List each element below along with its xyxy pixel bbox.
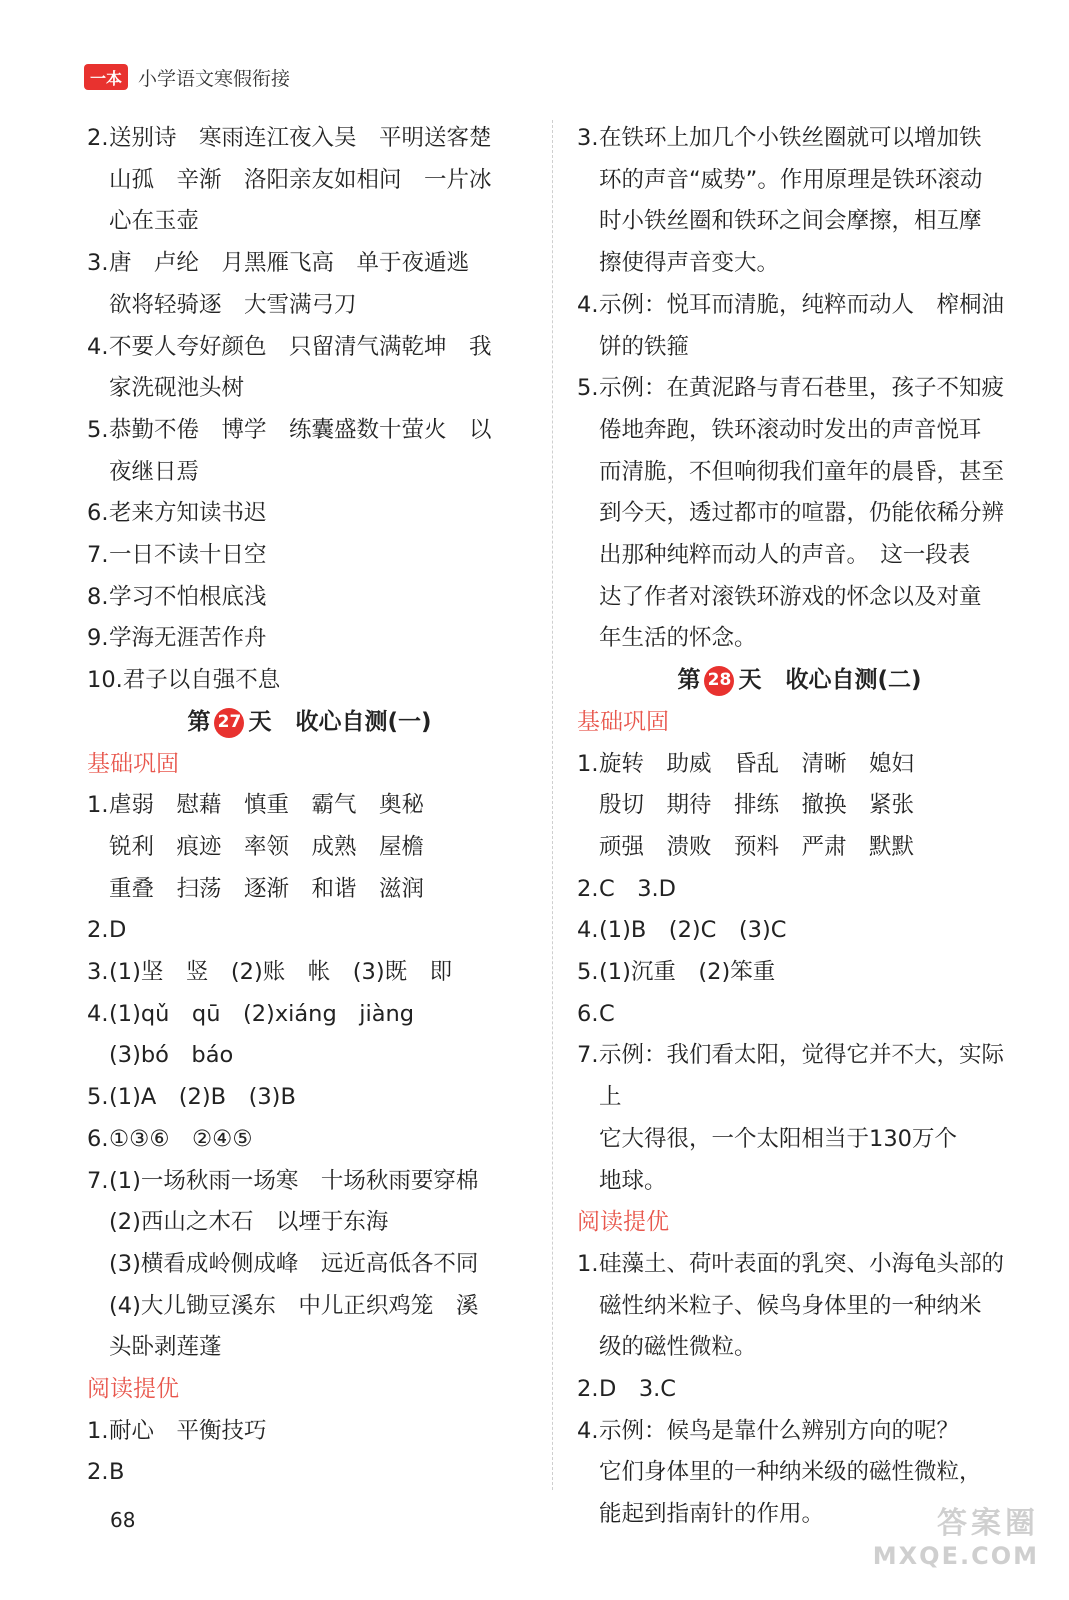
answer-number: 6. bbox=[87, 1125, 109, 1152]
day-number-badge: 27 bbox=[214, 708, 244, 738]
answer-number: 1. bbox=[87, 1417, 109, 1444]
answer-item bbox=[577, 744, 1022, 786]
day-prefix: 第 bbox=[677, 667, 701, 694]
day-suffix: 天 bbox=[738, 667, 762, 694]
answer-text: (1)A (2)B (3)B bbox=[109, 1084, 296, 1111]
watermark-line-1: 答案圈 bbox=[937, 1506, 1039, 1541]
answer-item bbox=[577, 869, 1022, 911]
answer-item bbox=[87, 327, 532, 369]
answer-continuation: 它大得很，一个太阳相当于130万个 bbox=[599, 1125, 957, 1152]
answer-number: 2. bbox=[87, 1459, 109, 1486]
answer-number: 4. bbox=[577, 917, 599, 944]
answer-text: 虐弱 慰藉 慎重 霸气 奥秘 bbox=[109, 792, 425, 819]
answer-number: 5. bbox=[87, 1084, 109, 1111]
answer-continuation: 到今天，透过都市的喧嚣，仍能依稀分辨 bbox=[599, 500, 1005, 527]
answer-continuation: 磁性纳米粒子、候鸟身体里的一种纳米 bbox=[599, 1292, 982, 1319]
page-number: 68 bbox=[110, 1508, 136, 1532]
answer-number: 2. bbox=[577, 875, 599, 902]
answer-text: 学习不怕根底浅 bbox=[109, 583, 267, 610]
answer-number: 3. bbox=[87, 959, 109, 986]
day-number-badge: 28 bbox=[704, 666, 734, 696]
answer-continuation: 擦使得声音变大。 bbox=[599, 250, 780, 277]
answer-text: 旋转 助威 昏乱 清晰 媳妇 bbox=[599, 750, 915, 777]
answer-item bbox=[87, 1161, 532, 1203]
answer-item bbox=[87, 618, 532, 660]
answer-number: 3. bbox=[577, 125, 599, 151]
watermark-line-2: MXQE.COM bbox=[872, 1542, 1039, 1570]
answer-continuation: 它们身体里的一种纳米级的磁性微粒， bbox=[599, 1459, 982, 1486]
day-suffix: 天 bbox=[248, 708, 272, 735]
answer-continuation: (3)bó báo bbox=[109, 1042, 234, 1069]
answer-text: 示例：悦耳而清脆，纯粹而动人 榨桐油 bbox=[599, 291, 1005, 318]
answer-item bbox=[87, 118, 532, 160]
answer-text: B bbox=[109, 1459, 125, 1486]
answer-continuation: 环的声音“威势”。作用原理是铁环滚动 bbox=[599, 166, 983, 193]
answer-item bbox=[577, 952, 1022, 994]
answer-continuation: 顽强 溃败 预料 严肃 默默 bbox=[599, 833, 915, 860]
answer-continuation: 出那种纯粹而动人的声音。 这一段表 bbox=[599, 542, 971, 569]
answer-continuation: 重叠 扫荡 逐渐 和谐 滋润 bbox=[109, 875, 425, 902]
answer-continuation: 地球。 bbox=[599, 1167, 667, 1194]
answer-item bbox=[87, 1411, 532, 1453]
answer-item bbox=[87, 910, 532, 952]
answer-text: 恭勤不倦 博学 练囊盛数十萤火 以 bbox=[109, 416, 492, 443]
section-heading-reading: 阅读提优 bbox=[577, 1209, 669, 1236]
answer-list bbox=[577, 744, 1022, 1203]
answer-item bbox=[87, 660, 532, 702]
answer-continuation: 夜继日焉 bbox=[109, 458, 200, 485]
right-column bbox=[577, 118, 1022, 1536]
answer-text: 一日不读十日空 bbox=[109, 542, 267, 569]
answer-item bbox=[87, 1119, 532, 1161]
answer-number: 6. bbox=[577, 1000, 599, 1027]
book-title: 小学语文寒假衔接 bbox=[138, 67, 291, 90]
answer-item bbox=[87, 785, 532, 827]
answer-text: 学海无涯苦作舟 bbox=[109, 625, 267, 652]
answer-number: 10. bbox=[87, 667, 123, 694]
answer-item bbox=[577, 118, 1022, 160]
answer-continuation: 头卧剥莲蓬 bbox=[109, 1334, 222, 1361]
answer-text: ①③⑥ ②④⑤ bbox=[109, 1125, 253, 1152]
answer-text: 在铁环上加几个小铁丝圈就可以增加铁 bbox=[599, 125, 982, 151]
page-header bbox=[84, 62, 290, 92]
answer-number: 7. bbox=[87, 542, 109, 569]
answer-item bbox=[577, 1035, 1022, 1118]
answer-number: 3. bbox=[87, 250, 109, 277]
answer-continuation: 山孤 辛渐 洛阳亲友如相问 一片冰 bbox=[109, 166, 492, 193]
day-heading bbox=[87, 702, 532, 744]
answer-text: 示例：候鸟是靠什么辨别方向的呢？ bbox=[599, 1417, 960, 1444]
answer-item bbox=[577, 1411, 1022, 1453]
answer-continuation: 心在玉壶 bbox=[109, 208, 200, 235]
answer-continuation: 而清脆，不但响彻我们童年的晨昏，甚至 bbox=[599, 458, 1005, 485]
answer-text: D bbox=[109, 917, 127, 944]
answer-number: 4. bbox=[577, 291, 599, 318]
watermark bbox=[873, 1498, 1039, 1570]
answer-number: 2. bbox=[87, 917, 109, 944]
answer-continuation: 级的磁性微粒。 bbox=[599, 1334, 757, 1361]
day-title: 收心自测(二) bbox=[785, 667, 922, 694]
answer-text: C bbox=[599, 1000, 615, 1027]
answer-text: (1)qǔ qū (2)xiáng jiàng bbox=[109, 1000, 415, 1027]
answer-continuation: 殷切 期待 排练 撤换 紧张 bbox=[599, 792, 915, 819]
answer-list bbox=[577, 118, 1022, 660]
answer-text: 硅藻土、荷叶表面的乳突、小海龟头部的 bbox=[599, 1250, 1005, 1277]
answer-continuation: 饼的铁箍 bbox=[599, 333, 690, 360]
answer-item bbox=[577, 994, 1022, 1036]
day-title: 收心自测(一) bbox=[295, 708, 432, 735]
answer-text: 耐心 平衡技巧 bbox=[109, 1417, 267, 1444]
answer-text: 示例：在黄泥路与青石巷里，孩子不知疲 bbox=[599, 375, 1005, 402]
answer-number: 8. bbox=[87, 583, 109, 610]
answer-item bbox=[577, 285, 1022, 327]
column-divider bbox=[552, 120, 553, 1490]
answer-continuation: 能起到指南针的作用。 bbox=[599, 1501, 825, 1528]
answer-number: 1. bbox=[577, 1250, 599, 1277]
answer-continuation: (2)西山之木石 以堙于东海 bbox=[109, 1209, 389, 1236]
answer-text: 送别诗 寒雨连江夜入吴 平明送客楚 bbox=[109, 125, 492, 151]
answer-item bbox=[87, 1077, 532, 1119]
answer-number: 4. bbox=[87, 333, 109, 360]
answer-number: 7. bbox=[577, 1042, 599, 1069]
answer-number: 1. bbox=[577, 750, 599, 777]
answer-item bbox=[87, 952, 532, 994]
answer-text: 示例：我们看太阳，觉得它并不大，实际上 bbox=[599, 1042, 1005, 1111]
answer-number: 4. bbox=[87, 1000, 109, 1027]
answer-number: 9. bbox=[87, 625, 109, 652]
answer-list bbox=[87, 785, 532, 1369]
section-heading-basic: 基础巩固 bbox=[577, 708, 669, 735]
answer-continuation: 时小铁丝圈和铁环之间会摩擦，相互摩 bbox=[599, 208, 982, 235]
answer-item bbox=[87, 535, 532, 577]
answer-continuation: (4)大儿锄豆溪东 中儿正织鸡笼 溪 bbox=[109, 1292, 479, 1319]
answer-item bbox=[577, 1369, 1022, 1411]
brand-logo: 一本 bbox=[84, 64, 128, 90]
answer-number: 5. bbox=[577, 959, 599, 986]
day-prefix: 第 bbox=[187, 708, 211, 735]
answer-continuation: (3)横看成岭侧成峰 远近高低各不同 bbox=[109, 1250, 479, 1277]
answer-list bbox=[577, 1244, 1022, 1536]
answer-item bbox=[87, 577, 532, 619]
answer-text: C 3.D bbox=[599, 875, 677, 902]
answer-continuation: 家洗砚池头树 bbox=[109, 375, 245, 402]
answer-text: D 3.C bbox=[599, 1376, 677, 1403]
answer-text: 不要人夸好颜色 只留清气满乾坤 我 bbox=[109, 333, 492, 360]
answer-number: 2. bbox=[577, 1376, 599, 1403]
answer-continuation: 达了作者对滚铁环游戏的怀念以及对童 bbox=[599, 583, 982, 610]
section-heading-basic: 基础巩固 bbox=[87, 750, 179, 777]
answer-number: 2. bbox=[87, 125, 109, 151]
answer-number: 6. bbox=[87, 500, 109, 527]
answer-text: 君子以自强不息 bbox=[122, 667, 281, 694]
answer-number: 5. bbox=[87, 416, 109, 443]
answer-continuation: 倦地奔跑，铁环滚动时发出的声音悦耳 bbox=[599, 416, 982, 443]
answer-item bbox=[577, 1244, 1022, 1286]
answer-item bbox=[87, 493, 532, 535]
answer-number: 1. bbox=[87, 792, 109, 819]
answer-number: 4. bbox=[577, 1417, 599, 1444]
answer-number: 7. bbox=[87, 1167, 109, 1194]
section-heading-reading: 阅读提优 bbox=[87, 1376, 179, 1403]
answer-text: 唐 卢纶 月黑雁飞高 单于夜遁逃 bbox=[109, 250, 470, 277]
answer-list bbox=[87, 118, 532, 702]
answer-text: (1)沉重 (2)笨重 bbox=[599, 959, 776, 986]
answer-item bbox=[577, 910, 1022, 952]
answer-list bbox=[87, 1411, 532, 1494]
answer-continuation: 欲将轻骑逐 大雪满弓刀 bbox=[109, 291, 357, 318]
answer-item bbox=[577, 368, 1022, 410]
answer-item bbox=[87, 410, 532, 452]
answer-continuation: 锐利 痕迹 率领 成熟 屋檐 bbox=[109, 833, 425, 860]
answer-text: (1)坚 竖 (2)账 帐 (3)既 即 bbox=[109, 959, 453, 986]
answer-item bbox=[87, 243, 532, 285]
answer-item bbox=[87, 994, 532, 1036]
answer-text: 老来方知读书迟 bbox=[109, 500, 267, 527]
answer-text: (1)一场秋雨一场寒 十场秋雨要穿棉 bbox=[109, 1167, 479, 1194]
left-column bbox=[87, 118, 532, 1494]
answer-item bbox=[87, 1452, 532, 1494]
answer-continuation: 年生活的怀念。 bbox=[599, 625, 757, 652]
answer-text: (1)B (2)C (3)C bbox=[599, 917, 787, 944]
day-heading bbox=[577, 660, 1022, 702]
answer-number: 5. bbox=[577, 375, 599, 402]
